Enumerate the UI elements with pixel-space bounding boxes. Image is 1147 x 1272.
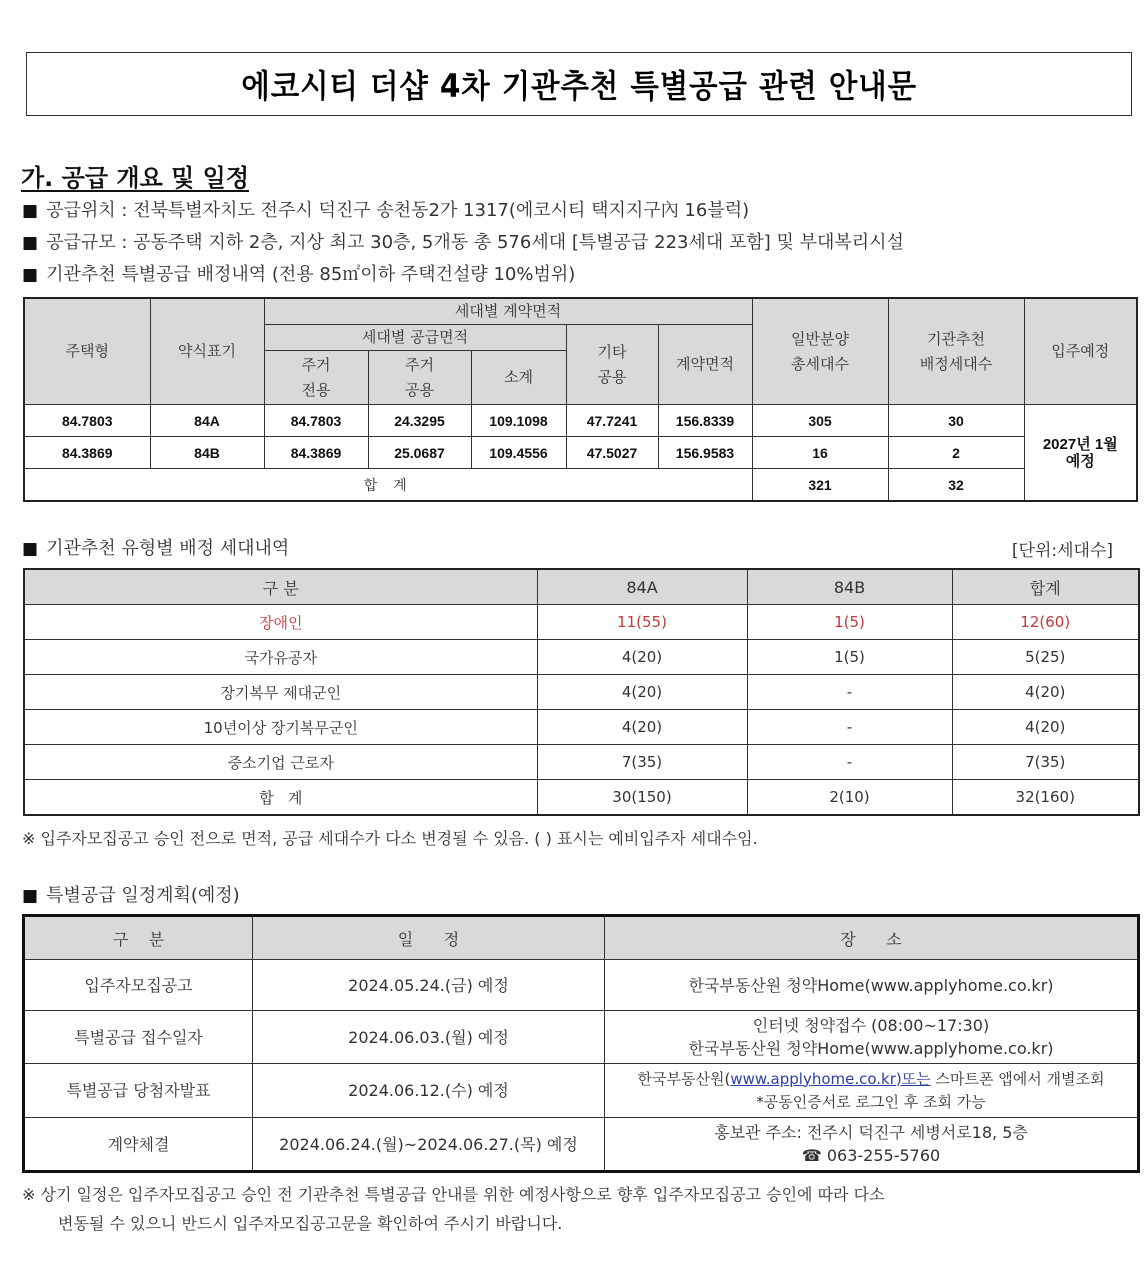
square-bullet-icon: ■: [22, 201, 39, 221]
square-bullet-icon: ■: [22, 265, 39, 285]
unit-note: [단위:세대수]: [1011, 541, 1113, 561]
table-total-row: 합 계 321 32: [24, 469, 1137, 502]
header-residential-exclusive: 주거 전용: [264, 351, 368, 405]
table-row: 84.7803 84A 84.7803 24.3295 109.1098 47.7241 156.8339 305 30 2027년 1월 예정: [24, 405, 1137, 437]
header-84a: 84A: [537, 569, 747, 605]
applyhome-link[interactable]: www.applyhome.co.kr)또는: [730, 1069, 931, 1088]
header-category: 구 분: [24, 569, 537, 605]
bullet-allocation-detail: ■ 기관추천 특별공급 배정내역 (전용 85㎡이하 주택건설량 10%범위): [22, 264, 576, 285]
header-supply-area-group: 세대별 공급면적: [264, 325, 566, 351]
phone-number: 063-255-5760: [826, 1146, 941, 1165]
header-place: 장 소: [605, 916, 1139, 960]
square-bullet-icon: ■: [22, 539, 39, 559]
header-contract-area-group: 세대별 계약면적: [264, 298, 752, 325]
phone-icon: ☎: [801, 1146, 822, 1165]
table-row: 계약체결 2024.06.24.(월)~2024.06.27.(목) 예정 홍보관 주소: 전주시 덕진구 세병서로18, 5층 ☎ 063-255-5760: [24, 1118, 1139, 1172]
table-row: 84.3869 84B 84.3869 25.0687 109.4556 47.5027 156.9583 16 2: [24, 437, 1137, 469]
header-housing-type: 주택형: [24, 298, 150, 405]
table-row: 입주자모집공고 2024.05.24.(금) 예정 한국부동산원 청약Home(www.applyhome.co.kr): [24, 960, 1139, 1011]
header-residential-common: 주거 공용: [368, 351, 471, 405]
header-contract-area: 계약면적: [658, 325, 752, 405]
section-heading: 가. 공급 개요 및 일정: [21, 164, 250, 192]
header-total: 합계: [952, 569, 1139, 605]
table-row: 특별공급 당첨자발표 2024.06.12.(수) 예정 한국부동산원(www.applyhome.co.kr)또는 스마트폰 앱에서 개별조회 *공동인증서로 로그인 후 조회 가능: [24, 1064, 1139, 1118]
area-allocation-table: [23, 297, 1138, 502]
header-general-total: 일반분양 총세대수: [752, 298, 888, 405]
allocation-by-type-table: [23, 568, 1140, 816]
header-abbrev: 약식표기: [150, 298, 264, 405]
header-institution-allocated: 기관추천 배정세대수: [888, 298, 1024, 405]
table-row: 국가유공자 4(20) 1(5) 5(25): [24, 640, 1139, 675]
header-move-in: 입주예정: [1024, 298, 1137, 405]
header-subtotal: 소계: [471, 351, 566, 405]
allocation-footnote: ※ 입주자모집공고 승인 전으로 면적, 공급 세대수가 다소 변경될 수 있음. ( ) 표시는 예비입주자 세대수임.: [22, 829, 758, 848]
allocation-heading: ■ 기관추천 유형별 배정 세대내역: [22, 538, 290, 559]
header-84b: 84B: [747, 569, 952, 605]
table-row: 특별공급 접수일자 2024.06.03.(월) 예정 인터넷 청약접수 (08:00~17:30) 한국부동산원 청약Home(www.applyhome.co.kr): [24, 1011, 1139, 1064]
document-title-box: [26, 52, 1132, 116]
header-date: 일 정: [253, 916, 605, 960]
table-total-row: 합 계 30(150) 2(10) 32(160): [24, 780, 1139, 816]
schedule-footnote-line2: 변동될 수 있으니 반드시 입주자모집공고문을 확인하여 주시기 바랍니다.: [58, 1214, 563, 1233]
table-row: 10년이상 장기복무군인 4(20) - 4(20): [24, 710, 1139, 745]
header-item: 구 분: [24, 916, 253, 960]
header-other-common: 기타 공용: [566, 325, 658, 405]
table-row: 중소기업 근로자 7(35) - 7(35): [24, 745, 1139, 780]
square-bullet-icon: ■: [22, 233, 39, 253]
document-title: 에코시티 더샵 4차 기관추천 특별공급 관련 안내문: [241, 67, 917, 105]
table-row: 장기복무 제대군인 4(20) - 4(20): [24, 675, 1139, 710]
bullet-supply-scale: ■ 공급규모 : 공동주택 지하 2층, 지상 최고 30층, 5개동 총 576세대 [특별공급 223세대 포함] 및 부대복리시설: [22, 232, 904, 253]
schedule-table: [22, 914, 1140, 1173]
schedule-heading: ■ 특별공급 일정계획(예정): [22, 885, 240, 906]
table-row: 장애인 11(55) 1(5) 12(60): [24, 605, 1139, 640]
square-bullet-icon: ■: [22, 886, 39, 906]
bullet-supply-location: ■ 공급위치 : 전북특별자치도 전주시 덕진구 송천동2가 1317(에코시티 택지지구內 16블럭): [22, 200, 750, 221]
move-in-date: 2027년 1월 예정: [1024, 405, 1137, 502]
schedule-footnote-line1: ※ 상기 일정은 입주자모집공고 승인 전 기관추천 특별공급 안내를 위한 예정사항으로 향후 입주자모집공고 승인에 따라 다소: [22, 1185, 885, 1204]
